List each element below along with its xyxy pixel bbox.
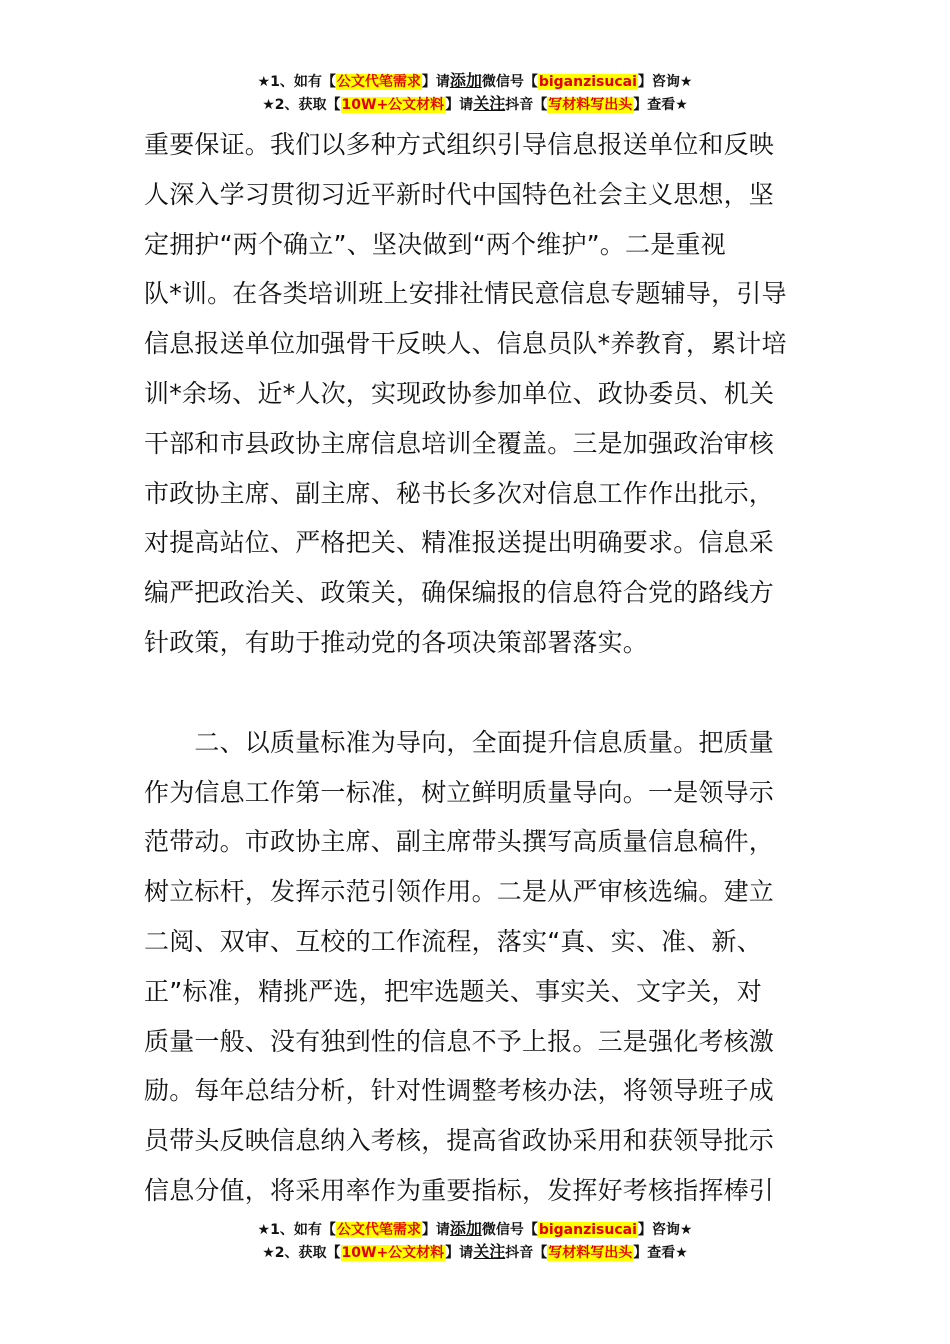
text-line: 励。每年总结分析，针对性调整考核办法，将领导班子成 [144, 1076, 775, 1106]
text-line: 队*训。在各类培训班上安排社情民意信息专题辅导，引导 [144, 279, 787, 309]
text-line: 对提高站位、严格把关、精准报送提出明确要求。信息采 [144, 528, 775, 558]
header-line1-mid: 】请 [421, 74, 450, 90]
footer-line1-emphasis: 添加 [449, 1219, 482, 1238]
header-line1-suffix: 】咨询★ [637, 74, 693, 90]
text-line: 人深入学习贯彻习近平新时代中国特色社会主义思想，坚 [144, 179, 775, 209]
footer-line2-highlight-materials: 10W+公文材料 [341, 1245, 445, 1261]
footer-line2-prefix: ★2、获取【 [262, 1245, 341, 1261]
paragraph-2 [144, 718, 808, 1216]
text-line: 二、以质量标准为导向，全面提升信息质量。把质量 [144, 727, 775, 757]
footer-line1-suffix: 】咨询★ [637, 1222, 693, 1238]
footer-line2-mid: 】请 [445, 1245, 474, 1261]
text-line: 正”标准，精挑严选，把牢选题关、事实关、文字关，对 [144, 976, 762, 1006]
header-banner [0, 70, 950, 116]
header-line2-mid2: 抖音【 [505, 97, 548, 113]
footer-line1-mid: 】请 [421, 1222, 450, 1238]
footer-line1-highlight-wechat: biganzisucai [538, 1222, 637, 1238]
footer-line2-emphasis: 关注 [473, 1242, 506, 1261]
text-line: 质量一般、没有独到性的信息不予上报。三是强化考核激 [144, 1026, 775, 1056]
header-line1-highlight-wechat: biganzisucai [538, 74, 637, 90]
text-line: 干部和市县政协主席信息培训全覆盖。三是加强政治审核 [144, 428, 775, 458]
text-line: 针政策，有助于推动党的各项决策部署落实。 [144, 627, 649, 657]
footer-line1-highlight-service: 公文代笔需求 [336, 1222, 421, 1238]
footer-line1-prefix: ★1、如有【 [257, 1222, 336, 1238]
text-line: 员带头反映信息纳入考核，提高省政协采用和获领导批示 [144, 1126, 775, 1156]
header-line-1 [0, 70, 950, 93]
text-line: 定拥护“两个确立”、坚决做到“两个维护”。二是重视 [144, 229, 726, 259]
text-line: 编严把政治关、政策关，确保编报的信息符合党的路线方 [144, 578, 775, 608]
paragraph-1 [144, 120, 808, 668]
text-line: 范带动。市政协主席、副主席带头撰写高质量信息稿件， [144, 827, 775, 857]
text-line: 信息报送单位加强骨干反映人、信息员队*养教育，累计培 [144, 329, 787, 359]
text-line: 二阅、双审、互校的工作流程，落实“真、实、准、新、 [144, 926, 762, 956]
header-line2-mid: 】请 [445, 97, 474, 113]
text-line: 树立标杆，发挥示范引领作用。二是从严审核选编。建立 [144, 877, 775, 907]
footer-line-1 [0, 1218, 950, 1241]
header-line1-prefix: ★1、如有【 [257, 74, 336, 90]
header-line-2 [0, 93, 950, 116]
text-line: 作为信息工作第一标准，树立鲜明质量导向。一是领导示 [144, 777, 775, 807]
text-line: 信息分值，将采用率作为重要指标，发挥好考核指挥棒引 [144, 1175, 775, 1205]
footer-line2-highlight-douyin: 写材料写出头 [548, 1245, 633, 1261]
header-line2-highlight-douyin: 写材料写出头 [548, 97, 633, 113]
header-line2-highlight-materials: 10W+公文材料 [341, 97, 445, 113]
footer-line1-mid2: 微信号【 [481, 1222, 538, 1238]
footer-line2-suffix: 】查看★ [633, 1245, 688, 1261]
header-line1-mid2: 微信号【 [481, 74, 538, 90]
footer-line2-mid2: 抖音【 [505, 1245, 548, 1261]
paragraph-gap [144, 668, 808, 718]
footer-line-2 [0, 1241, 950, 1264]
footer-banner [0, 1218, 950, 1264]
header-line2-prefix: ★2、获取【 [262, 97, 341, 113]
header-line1-emphasis: 添加 [449, 71, 482, 90]
text-line: 训*余场、近*人次，实现政协参加单位、政协委员、机关 [144, 378, 775, 408]
text-line: 市政协主席、副主席、秘书长多次对信息工作作出批示， [144, 478, 775, 508]
text-line: 重要保证。我们以多种方式组织引导信息报送单位和反映 [144, 130, 775, 159]
header-line1-highlight-service: 公文代笔需求 [336, 74, 421, 90]
document-body [144, 120, 808, 1216]
header-line2-emphasis: 关注 [473, 94, 506, 113]
header-line2-suffix: 】查看★ [633, 97, 688, 113]
